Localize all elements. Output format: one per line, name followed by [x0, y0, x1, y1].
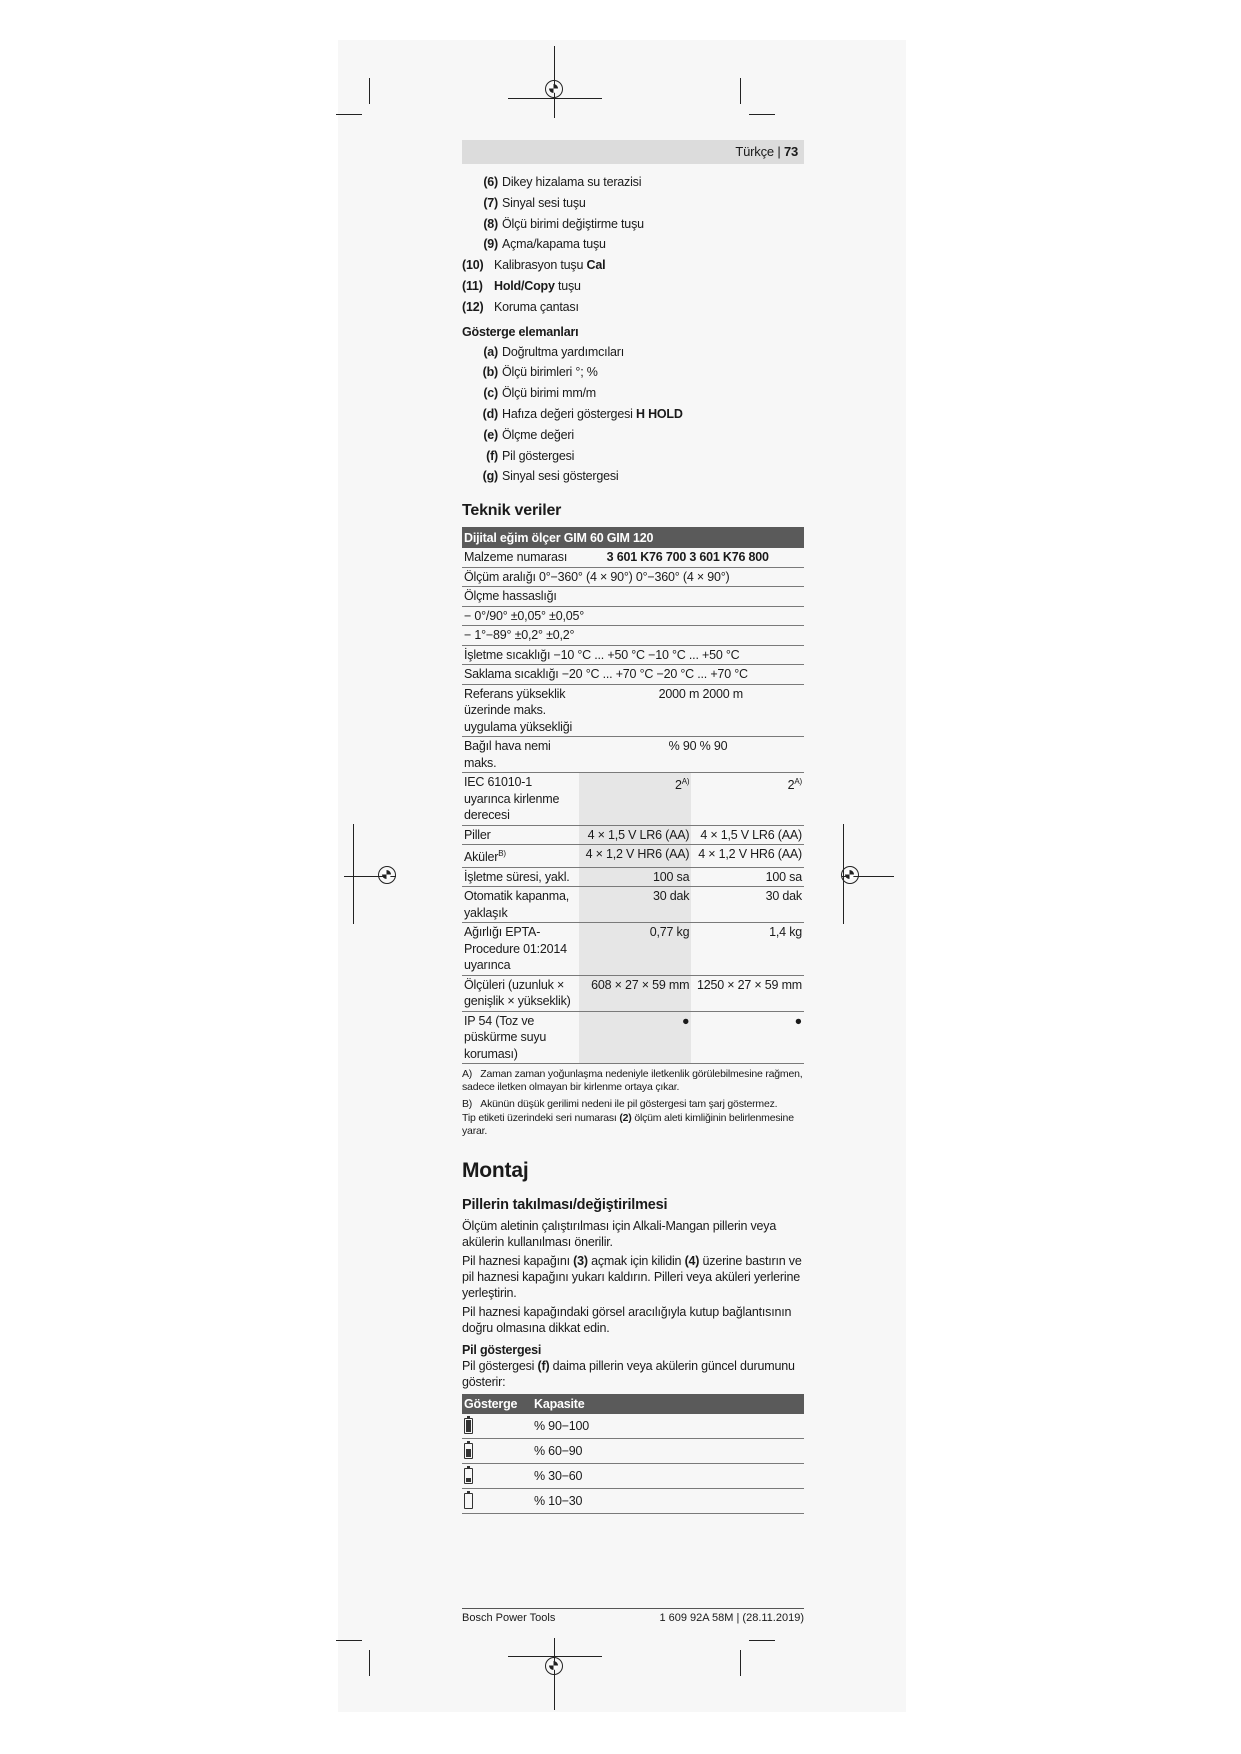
list-item: (c) Ölçü birimi mm/m: [483, 386, 597, 401]
paragraph: Ölçüm aletinin çalıştırılması için Alkali-Mangan pillerin veya akülerin kullanılması önerilir.: [462, 1219, 777, 1250]
table-row: % 90−100: [462, 1414, 804, 1439]
list-item: (6) Dikey hizalama su terazisi: [483, 175, 642, 189]
ip54-dot-icon: ●: [691, 1011, 804, 1064]
crop-mark: [749, 114, 775, 115]
crop-mark: [353, 824, 354, 924]
list-item: (f) Pil göstergesi: [486, 448, 575, 463]
crop-mark: [749, 1640, 775, 1641]
table-row: % 10−30: [462, 1489, 804, 1514]
header-language: Türkçe: [735, 144, 774, 159]
table-row: % 30−60: [462, 1464, 804, 1489]
table-row: Aküler$^{B)}$ 4 × 1,2 V HR6 (AA) 4 × 1,2 V HR6 (AA): [462, 845, 804, 868]
table-row: Saklama sıcaklığı −20 °C ... +70 °C −20 °C ... +70 °C: [462, 665, 804, 685]
table-row: Bağıl hava nemi maks. % 90 % 90: [462, 737, 804, 773]
registration-mark-icon: [841, 866, 859, 884]
tech-table: [462, 527, 804, 1064]
footer-left: Bosch Power Tools: [462, 1612, 556, 1624]
display-heading: Gösterge elemanları: [462, 324, 579, 339]
table-row: IEC 61010-1 uyarınca kirlenme derecesi $2^{A)}$ $2^{A)}$: [462, 773, 804, 826]
table-row: Ağırlığı EPTA-Procedure 01:2014 uyarınca 0,77 kg 1,4 kg: [462, 923, 804, 976]
table-row: Malzeme numarası 3 601 K76 700 3 601 K76 800: [462, 548, 804, 567]
crop-mark: [740, 1650, 741, 1676]
list-item: (10) Kalibrasyon tuşu Cal: [462, 258, 606, 273]
ip54-dot-icon: ●: [579, 1011, 692, 1064]
tech-heading: Teknik veriler: [462, 502, 562, 520]
list-item: (7) Sinyal sesi tuşu: [483, 195, 586, 210]
table-row: Ölçüm aralığı 0°−360° (4 × 90°) 0°−360° (4 × 90°): [462, 567, 804, 587]
table-row: Ölçme hassaslığı: [462, 587, 804, 607]
registration-mark-icon: [378, 866, 396, 884]
battery-heading: Pil göstergesi: [462, 1343, 542, 1358]
display-items-list: [462, 342, 804, 488]
crop-mark: [336, 1640, 362, 1641]
battery-high-icon: [464, 1443, 473, 1459]
crop-mark: [508, 98, 602, 99]
components-list: [462, 172, 804, 318]
content-column: [462, 140, 804, 1514]
list-item: (12) Koruma çantası: [462, 299, 579, 314]
crop-mark: [336, 114, 362, 115]
paragraph: Pil haznesi kapağını (3) açmak için kilidin (4) üzerine bastırın ve pil haznesi kapağını yukarı kaldırın. Pilleri veya aküleri yerlerine yerleştirin.: [462, 1254, 802, 1301]
table-row: % 60−90: [462, 1439, 804, 1464]
paragraph: Pil göstergesi (f) daima pillerin veya akülerin güncel durumunu gösterir:: [462, 1359, 795, 1390]
battery-table-col2: Kapasite: [532, 1394, 804, 1414]
table-row: Ölçüleri (uzunluk × genişlik × yükseklik) 608 × 27 × 59 mm 1250 × 27 × 59 mm: [462, 975, 804, 1011]
footer-right: 1 609 92A 58M | (28.11.2019): [659, 1612, 804, 1624]
battery-mid-icon: [464, 1468, 473, 1484]
page-number: 73: [783, 144, 798, 159]
table-row: IP 54 (Toz ve püskürme suyu koruması) ● ●: [462, 1011, 804, 1064]
crop-mark: [740, 78, 741, 104]
list-item: (11) Hold/Copy tuşu: [462, 278, 581, 293]
table-row: Piller 4 × 1,5 V LR6 (AA) 4 × 1,5 V LR6 (AA): [462, 825, 804, 845]
list-item: (9) Açma/kapama tuşu: [483, 237, 606, 252]
list-item: (b) Ölçü birimleri °; %: [482, 365, 598, 380]
battery-table-col1: Gösterge: [462, 1394, 532, 1414]
table-row: Otomatik kapanma, yaklaşık 30 dak 30 dak: [462, 887, 804, 923]
list-item: (d) Hafıza değeri göstergesi H HOLD: [482, 406, 683, 421]
battery-table: [462, 1394, 804, 1514]
battery-full-icon: [464, 1418, 473, 1434]
paragraph: Pil haznesi kapağındaki görsel aracılığıyla kutup bağlantısının doğru olmasına dikkat edin.: [462, 1305, 792, 1336]
montaj-title: Montaj: [462, 1159, 529, 1183]
table-row: − 1°−89° ±0,2° ±0,2°: [462, 626, 804, 646]
registration-mark-icon: [545, 80, 563, 98]
table-row: − 0°/90° ±0,05° ±0,05°: [462, 606, 804, 626]
footnote-a: A) Zaman zaman yoğunlaşma nedeniyle iletkenlik görülebilmesine rağmen, sadece iletken olmayan bir kirlenme ortaya çıkar.: [462, 1068, 803, 1094]
list-item: (g) Sinyal sesi göstergesi: [482, 469, 619, 484]
crop-mark: [369, 78, 370, 104]
crop-mark: [369, 1650, 370, 1676]
list-item: (8) Ölçü birimi değiştirme tuşu: [483, 216, 644, 231]
list-item: (a) Doğrultma yardımcıları: [483, 344, 625, 359]
footnote-b: B) Akünün düşük gerilimi nedeni ile pil göstergesi tam şarj göstermez.: [462, 1098, 778, 1111]
table-row: İşletme sıcaklığı −10 °C ... +50 °C −10 °C ... +50 °C: [462, 645, 804, 665]
registration-mark-icon: [545, 1657, 563, 1675]
table-row: Referans yükseklik üzerinde maks. uygulama yüksekliği 2000 m 2000 m: [462, 684, 804, 737]
table-row: İşletme süresi, yakl. 100 sa 100 sa: [462, 867, 804, 887]
page-footer: [462, 1608, 804, 1624]
tech-table-header: Dijital eğim ölçer GIM 60 GIM 120: [462, 527, 804, 548]
battery-low-icon: [464, 1493, 473, 1509]
montaj-subtitle: Pillerin takılması/değiştirilmesi: [462, 1197, 668, 1214]
list-item: (e) Ölçme değeri: [483, 427, 574, 442]
serial-note: Tip etiketi üzerindeki seri numarası (2) ölçüm aleti kimliğinin belirlenmesine yarar.: [462, 1112, 794, 1138]
page-header: Türkçe | 73: [462, 140, 804, 164]
